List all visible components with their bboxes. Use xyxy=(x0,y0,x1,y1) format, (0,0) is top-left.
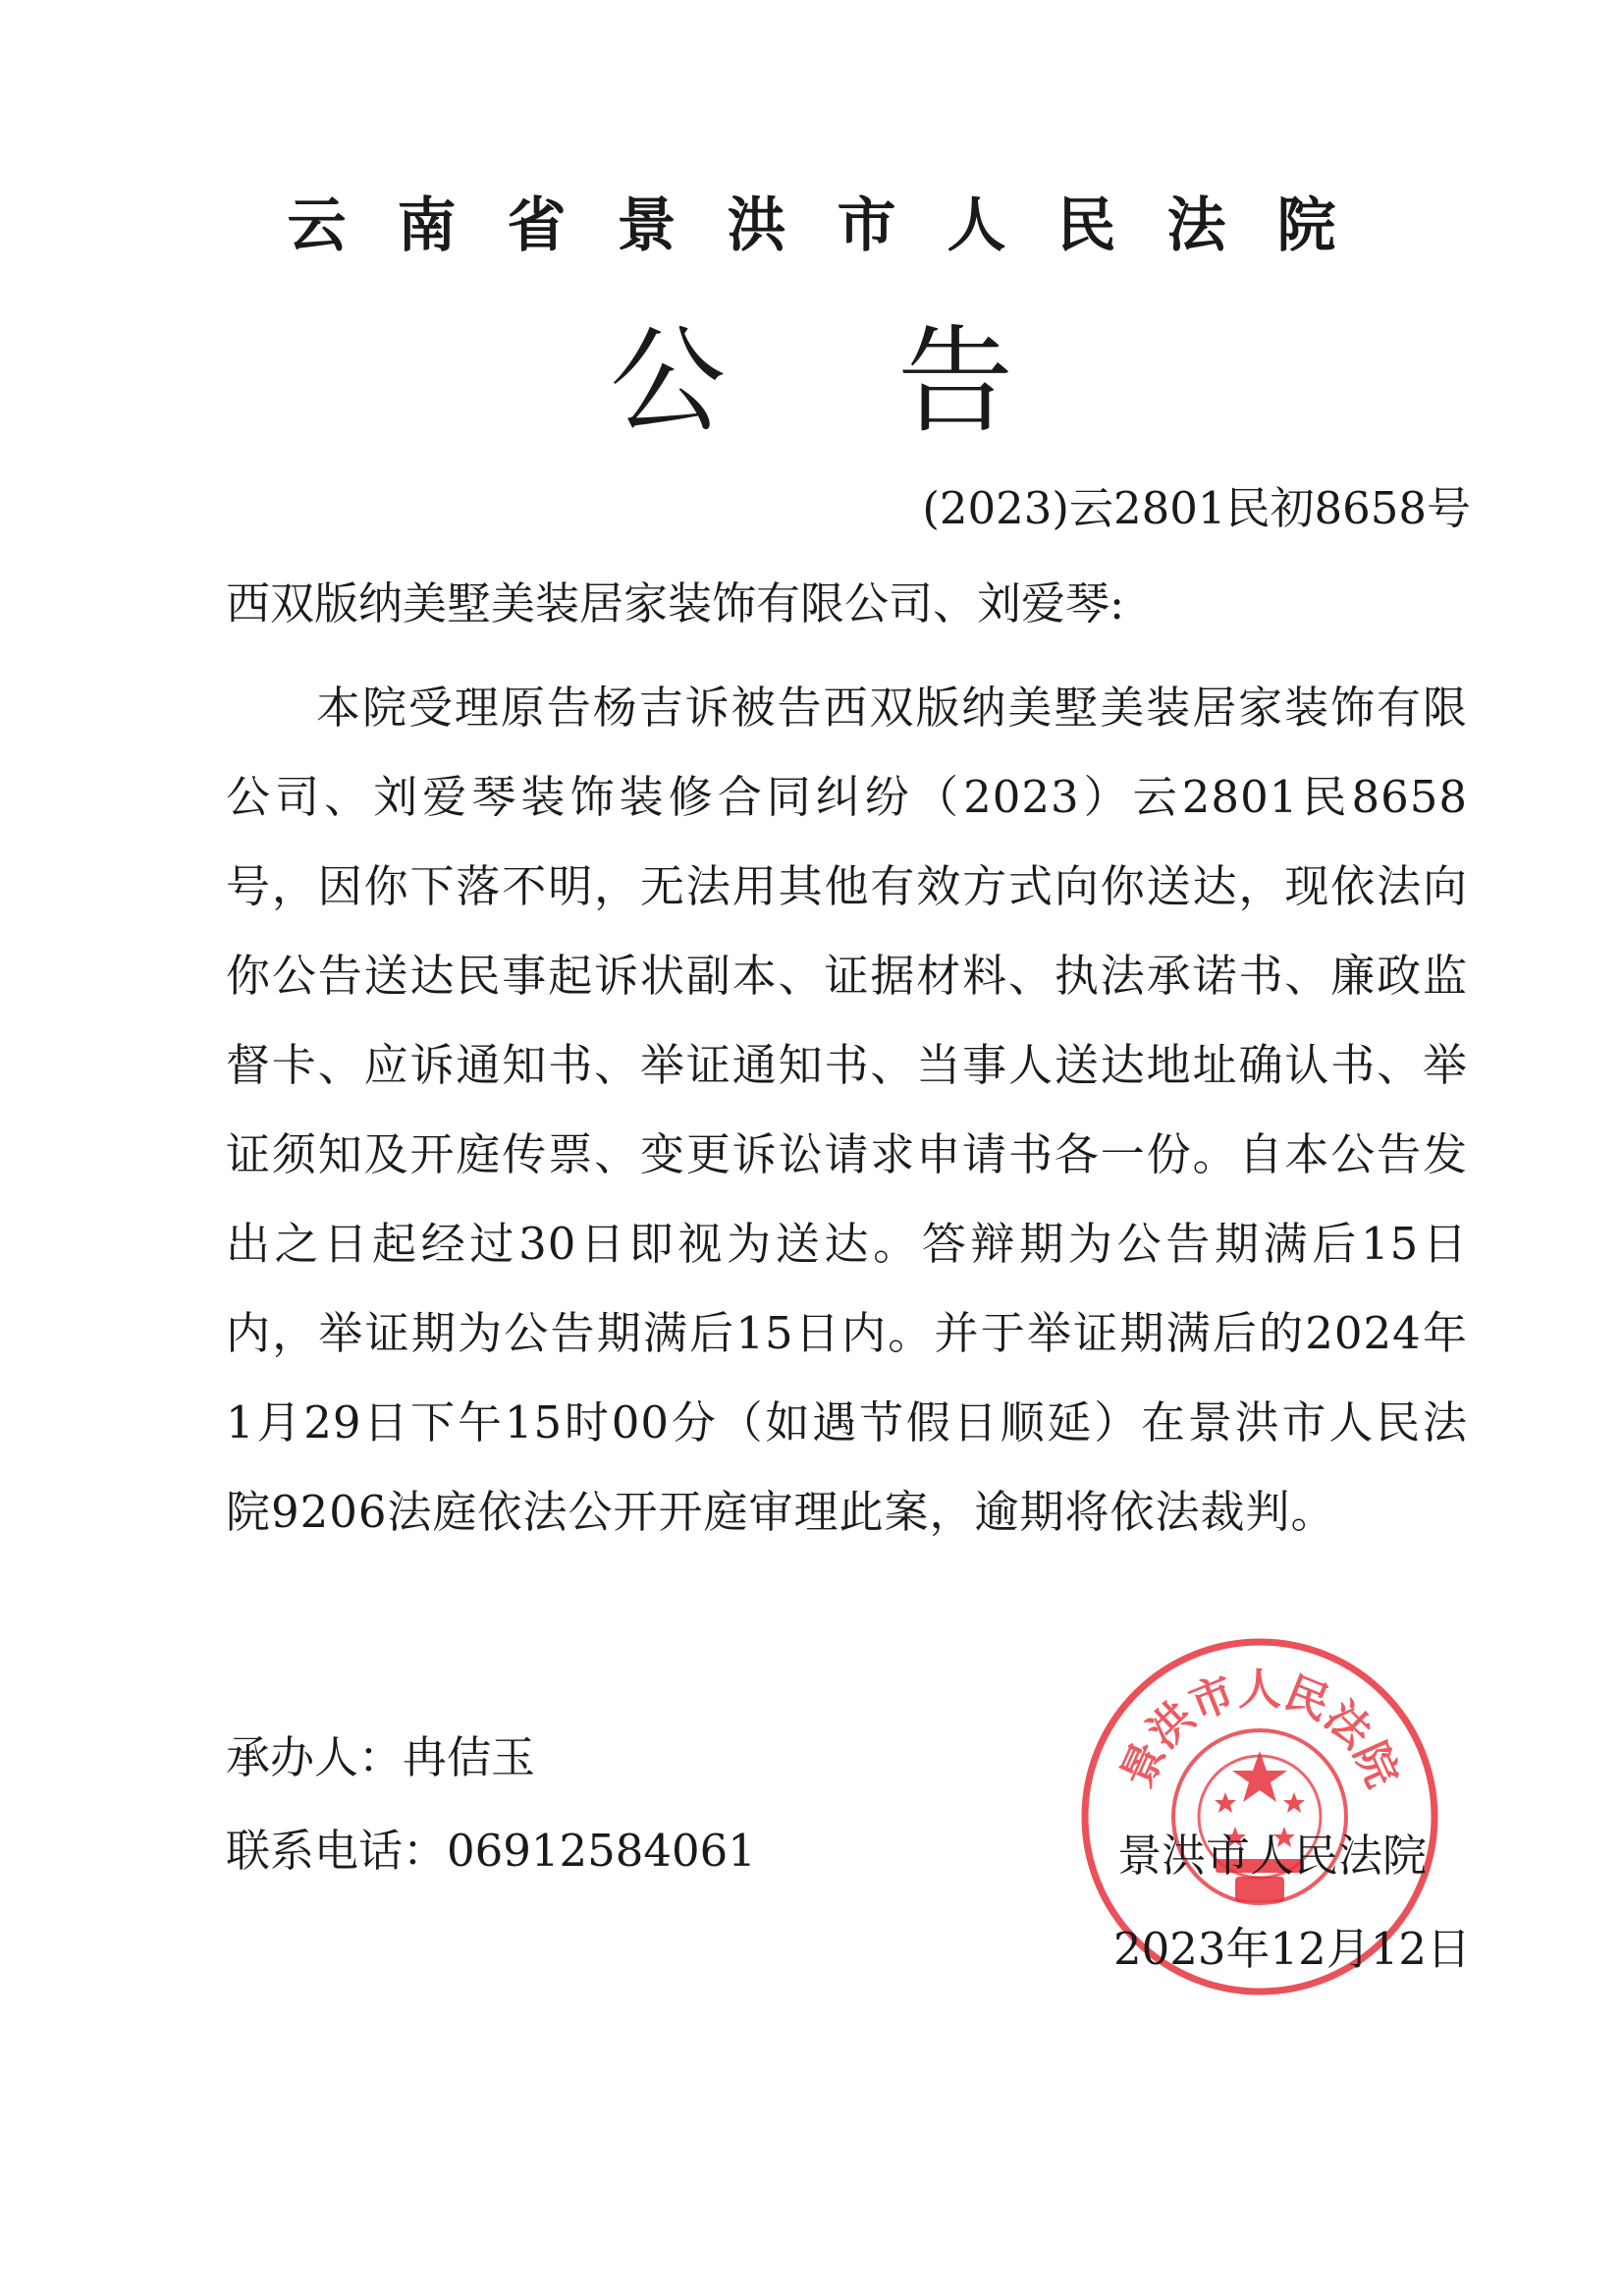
case-handler: 承办人：冉佶玉 xyxy=(226,1731,536,1783)
document-title: 公告 xyxy=(609,313,1185,449)
svg-text:景洪市人民法院: 景洪市人民法院 xyxy=(1111,1664,1408,1795)
notice-body: 本院受理原告杨吉诉被告西双版纳美墅美装居家装饰有限公司、刘爱琴装饰装修合同纠纷（2023）云2801民8658号，因你下落不明，无法用其他有效方式向你送达，现依法向你公告送达民事起诉状副本、证据材料、执法承诺书、廉政监督卡、应诉通知书、举证通知书、当事人送达地址确认书、举证须知及开庭传票、变更诉讼请求申请书各一份。自本公告发出之日起经过30日即视为送达。答辩期为公告期满后15日内，举证期为公告期满后15日内。并于举证期满后的2024年1月29日下午15时00分（如遇节假日顺延）在景洪市人民法院9206法庭依法公开开庭审理此案，逾期将依法裁判。 xyxy=(226,682,1468,1538)
addressee: 西双版纳美墅美装居家装饰有限公司、刘爱琴: xyxy=(226,577,1125,629)
contact-phone: 联系电话：06912584061 xyxy=(226,1825,756,1877)
case-number: (2023)云2801民初8658号 xyxy=(922,482,1471,534)
court-name-heading: 云南省景洪市人民法院 xyxy=(287,191,1387,260)
signing-court: 景洪市人民法院 xyxy=(1116,1830,1427,1882)
signing-date: 2023年12月12日 xyxy=(1112,1923,1471,1975)
